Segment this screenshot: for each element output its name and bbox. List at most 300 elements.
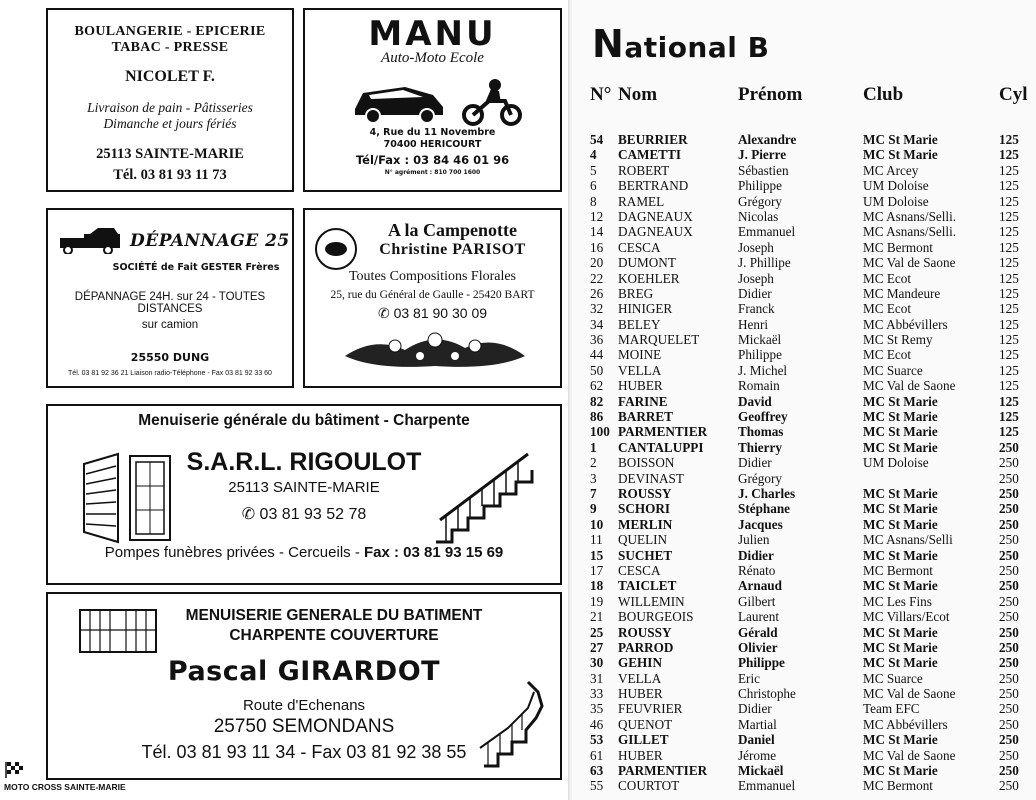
- rider-prenom: Martial: [738, 716, 777, 732]
- rider-club: MC St Marie: [863, 393, 938, 409]
- rider-prenom: Daniel: [738, 732, 775, 748]
- rider-nom: BARRET: [618, 409, 673, 425]
- rider-club: MC St Marie: [863, 624, 938, 640]
- rider-number: 62: [590, 378, 604, 394]
- rider-club: MC St Marie: [863, 732, 938, 748]
- rider-prenom: Gérald: [738, 624, 778, 640]
- rider-cyl: 250: [999, 516, 1019, 532]
- rider-prenom: Grégory: [738, 470, 782, 486]
- campenotte-phone: 03 81 90 30 09: [393, 305, 488, 321]
- rider-cyl: 125: [999, 409, 1019, 425]
- rider-prenom: Romain: [738, 378, 780, 394]
- rider-cyl: 250: [999, 686, 1019, 702]
- rider-nom: CESCA: [618, 562, 661, 578]
- rider-club: MC St Marie: [863, 578, 938, 594]
- title-rest: ational B: [624, 31, 770, 64]
- table-row: [572, 286, 1036, 301]
- table-row: [572, 748, 1036, 763]
- boulangerie-owner: NICOLET F.: [125, 68, 215, 85]
- rider-number: 6: [590, 178, 597, 194]
- rider-cyl: 250: [999, 532, 1019, 548]
- table-row: [572, 378, 1036, 393]
- rider-number: 11: [590, 532, 603, 548]
- rider-nom: ROUSSY: [618, 485, 672, 501]
- rider-nom: HINIGER: [618, 301, 673, 317]
- ad-rigoulot: [46, 404, 562, 585]
- rider-nom: BEURRIER: [618, 132, 688, 147]
- rider-club: MC Val de Saone: [863, 255, 956, 271]
- ad-depannage: [46, 208, 294, 388]
- rider-nom: PARROD: [618, 639, 674, 655]
- rider-cyl: 125: [999, 239, 1019, 255]
- rider-club: MC St Marie: [863, 516, 938, 532]
- rider-prenom: Geoffrey: [738, 409, 788, 425]
- table-row: [572, 163, 1036, 178]
- table-row: [572, 440, 1036, 455]
- rider-prenom: Philippe: [738, 178, 782, 194]
- rider-club: MC Val de Saone: [863, 378, 956, 394]
- rider-nom: COURTOT: [618, 778, 680, 794]
- rider-number: 27: [590, 639, 604, 655]
- rider-cyl: 125: [999, 270, 1019, 286]
- table-row: [572, 686, 1036, 701]
- rider-cyl: 250: [999, 578, 1019, 594]
- depannage-title: DÉPANNAGE 25: [130, 231, 290, 251]
- rider-nom: WILLEMIN: [618, 593, 685, 609]
- table-row: [572, 271, 1036, 286]
- rider-cyl: 125: [999, 362, 1019, 378]
- girardot-phone: Tél. 03 81 93 11 34 - Fax 03 81 92 38 55: [141, 742, 467, 762]
- rider-number: 36: [590, 332, 604, 348]
- rider-prenom: Sébastien: [738, 162, 789, 178]
- rider-cyl: 250: [999, 455, 1019, 471]
- rider-club: MC Val de Saone: [863, 747, 956, 763]
- campenotte-address: 25, rue du Général de Gaulle - 25420 BART: [330, 289, 535, 301]
- header-club: Club: [863, 84, 904, 105]
- rider-number: 1: [590, 439, 597, 455]
- rider-number: 34: [590, 316, 604, 332]
- table-row: [572, 640, 1036, 655]
- rider-cyl: 125: [999, 132, 1019, 147]
- rider-nom: CAMETTI: [618, 147, 682, 163]
- phone-icon: ✆: [241, 506, 260, 523]
- rider-cyl: 125: [999, 393, 1019, 409]
- rigoulot-header: Menuiserie générale du bâtiment - Charpente: [138, 412, 470, 429]
- rider-club: MC St Marie: [863, 547, 938, 563]
- rider-club: MC Abbévillers: [863, 316, 948, 332]
- rider-number: 3: [590, 470, 597, 486]
- rider-club: MC Val de Saone: [863, 686, 956, 702]
- rider-cyl: 125: [999, 178, 1019, 194]
- rider-club: MC Suarce: [863, 362, 923, 378]
- rider-number: 15: [590, 547, 604, 563]
- table-row: [572, 732, 1036, 747]
- rider-cyl: 125: [999, 378, 1019, 394]
- rider-cyl: 250: [999, 439, 1019, 455]
- rider-nom: MOINE: [618, 347, 662, 363]
- rider-nom: GILLET: [618, 732, 669, 748]
- spiral-staircase-icon: [478, 678, 548, 770]
- rider-club: MC Villars/Ecot: [863, 609, 950, 625]
- rider-prenom: Laurent: [738, 609, 780, 625]
- rider-number: 82: [590, 393, 604, 409]
- rigoulot-phone: 03 81 93 52 78: [259, 506, 367, 523]
- rider-prenom: Eric: [738, 670, 760, 686]
- rider-club: MC Ecot: [863, 347, 911, 363]
- rider-prenom: Henri: [738, 316, 769, 332]
- manu-city: 70400 HERICOURT: [383, 139, 482, 150]
- rider-prenom: Philippe: [738, 655, 785, 671]
- table-row: [572, 132, 1036, 147]
- boulangerie-italic2: Dimanche et jours fériés: [103, 116, 237, 131]
- table-row: [572, 701, 1036, 716]
- table-row: [572, 548, 1036, 563]
- rider-prenom: Alexandre: [738, 132, 797, 147]
- rider-prenom: Didier: [738, 701, 772, 717]
- table-row: [572, 409, 1036, 424]
- campenotte-owner: Christine PARISOT: [379, 241, 526, 258]
- rider-club: MC St Marie: [863, 424, 938, 440]
- footer-tag: MOTO CROSS SAINTE-MARIE: [4, 782, 126, 792]
- girardot-route: Route d'Echenans: [242, 697, 366, 714]
- rider-prenom: Didier: [738, 547, 774, 563]
- ad-campenotte: [303, 208, 562, 388]
- table-row: [572, 471, 1036, 486]
- table-row: [572, 147, 1036, 162]
- rider-nom: MERLIN: [618, 516, 673, 532]
- rider-club: MC St Marie: [863, 485, 938, 501]
- rider-prenom: Joseph: [738, 270, 774, 286]
- rider-club: MC Les Fins: [863, 593, 932, 609]
- table-row: [572, 317, 1036, 332]
- rider-prenom: Jérome: [738, 747, 777, 763]
- rider-number: 9: [590, 501, 597, 517]
- depannage-truck: sur camion: [141, 319, 199, 331]
- rider-club: MC Bermont: [863, 239, 933, 255]
- rider-nom: HUBER: [618, 378, 663, 394]
- rider-prenom: Thierry: [738, 439, 782, 455]
- rider-number: 55: [590, 778, 604, 794]
- table-row: [572, 625, 1036, 640]
- rider-prenom: David: [738, 393, 772, 409]
- rider-number: 30: [590, 655, 604, 671]
- rider-prenom: Jacques: [738, 516, 783, 532]
- rider-club: MC Ecot: [863, 270, 911, 286]
- header-num: N°: [590, 84, 612, 105]
- flower-arrangement-icon: [335, 326, 535, 372]
- rider-cyl: 250: [999, 778, 1019, 794]
- rider-club: MC Arcey: [863, 162, 919, 178]
- rider-number: 26: [590, 285, 604, 301]
- rider-number: 7: [590, 485, 597, 501]
- rider-cyl: 125: [999, 301, 1019, 317]
- header-nom: Nom: [618, 84, 658, 105]
- window-icon: [78, 450, 174, 546]
- rider-prenom: Emmanuel: [738, 224, 796, 240]
- table-row: [572, 455, 1036, 470]
- checkered-flag-icon: [4, 760, 26, 778]
- rider-cyl: 125: [999, 147, 1019, 163]
- table-row: [572, 194, 1036, 209]
- rider-club: MC St Marie: [863, 409, 938, 425]
- rider-number: 44: [590, 347, 604, 363]
- rider-club: MC Bermont: [863, 562, 933, 578]
- table-row: [572, 347, 1036, 362]
- rider-nom: SUCHET: [618, 547, 673, 563]
- rider-cyl: 250: [999, 670, 1019, 686]
- boulangerie-italic1: Livraison de pain - Pâtisseries: [87, 100, 253, 115]
- table-row: [572, 578, 1036, 593]
- rider-nom: BOURGEOIS: [618, 609, 694, 625]
- rider-cyl: 250: [999, 624, 1019, 640]
- rider-cyl: 250: [999, 470, 1019, 486]
- rider-nom: CANTALUPPI: [618, 439, 704, 455]
- table-row: [572, 301, 1036, 316]
- manu-agrement: N° agrément : 810 700 1600: [384, 169, 481, 176]
- rider-cyl: 250: [999, 701, 1019, 717]
- rider-number: 5: [590, 162, 597, 178]
- rider-nom: QUELIN: [618, 532, 668, 548]
- rider-nom: CESCA: [618, 239, 661, 255]
- rider-number: 35: [590, 701, 604, 717]
- rider-nom: DAGNEAUX: [618, 208, 693, 224]
- rider-club: MC St Marie: [863, 439, 938, 455]
- boulangerie-line1: BOULANGERIE - EPICERIE: [74, 24, 266, 39]
- rider-club: MC St Marie: [863, 132, 938, 147]
- rider-nom: PARMENTIER: [618, 763, 708, 779]
- rider-prenom: Stéphane: [738, 501, 791, 517]
- boulangerie-line2: TABAC - PRESSE: [111, 40, 229, 55]
- rigoulot-footer: [48, 544, 560, 561]
- rider-cyl: 250: [999, 763, 1019, 779]
- rider-club: MC Abbévillers: [863, 716, 948, 732]
- manu-phone: Tél/Fax : 03 84 46 01 96: [355, 153, 510, 167]
- rider-number: 53: [590, 732, 604, 748]
- riders-table: [572, 132, 1036, 794]
- rider-club: UM Doloise: [863, 178, 929, 194]
- campenotte-name: A la Campenotte: [388, 220, 517, 240]
- table-row: [572, 501, 1036, 516]
- rider-number: 16: [590, 239, 604, 255]
- table-row: [572, 563, 1036, 578]
- table-row: [572, 486, 1036, 501]
- rider-number: 14: [590, 224, 604, 240]
- rider-club: MC St Marie: [863, 147, 938, 163]
- rider-prenom: Didier: [738, 455, 772, 471]
- rider-prenom: Didier: [738, 285, 772, 301]
- rider-nom: HUBER: [618, 686, 663, 702]
- rider-nom: ROUSSY: [618, 624, 672, 640]
- girardot-line2: CHARPENTE COUVERTURE: [229, 627, 439, 644]
- rider-nom: DUMONT: [618, 255, 676, 271]
- rider-prenom: Christophe: [738, 686, 796, 702]
- rider-nom: BREG: [618, 285, 654, 301]
- rider-number: 86: [590, 409, 604, 425]
- rider-club: MC St Marie: [863, 501, 938, 517]
- rider-nom: ROBERT: [618, 162, 670, 178]
- rider-nom: PARMENTIER: [618, 424, 708, 440]
- rider-cyl: 125: [999, 424, 1019, 440]
- boulangerie-address: 25113 SAINTE-MARIE: [96, 146, 244, 162]
- table-row: [572, 178, 1036, 193]
- rider-prenom: Joseph: [738, 239, 774, 255]
- depannage-city: 25550 DUNG: [130, 351, 210, 364]
- rider-prenom: Mickaël: [738, 332, 782, 348]
- rider-prenom: Olivier: [738, 639, 778, 655]
- depannage-company: SOCIÉTÉ de Fait GESTER Frères: [112, 262, 280, 273]
- rider-number: 50: [590, 362, 604, 378]
- rider-nom: BOISSON: [618, 455, 675, 471]
- rider-club: UM Doloise: [863, 455, 929, 471]
- rider-nom: TAICLET: [618, 578, 677, 594]
- manu-subtitle: Auto-Moto Ecole: [381, 50, 484, 66]
- rider-club: MC Suarce: [863, 670, 923, 686]
- right-page: [572, 0, 1036, 800]
- rider-number: 2: [590, 455, 597, 471]
- rider-cyl: 125: [999, 208, 1019, 224]
- table-row: [572, 394, 1036, 409]
- rider-cyl: 125: [999, 162, 1019, 178]
- tow-truck-icon: [58, 228, 122, 254]
- rider-cyl: 250: [999, 562, 1019, 578]
- motorbike-icon: [464, 79, 520, 124]
- rider-cyl: 250: [999, 747, 1019, 763]
- rider-nom: BERTRAND: [618, 178, 689, 194]
- title-initial: N: [592, 22, 625, 66]
- header-prenom: Prénom: [738, 84, 803, 105]
- rider-nom: VELLA: [618, 362, 662, 378]
- rigoulot-name: S.A.R.L. RIGOULOT: [186, 448, 422, 476]
- rider-club: Team EFC: [863, 701, 920, 717]
- rider-cyl: 250: [999, 485, 1019, 501]
- table-row: [572, 717, 1036, 732]
- rider-number: 8: [590, 193, 597, 209]
- rider-club: UM Doloise: [863, 193, 929, 209]
- rider-number: 18: [590, 578, 604, 594]
- table-row: [572, 424, 1036, 439]
- rider-prenom: J. Michel: [738, 362, 788, 378]
- depannage-service: DÉPANNAGE 24H. sur 24 - TOUTES DISTANCES: [74, 291, 266, 315]
- rider-cyl: 125: [999, 224, 1019, 240]
- rider-prenom: J. Pierre: [738, 147, 787, 163]
- girardot-line1: MENUISERIE GENERALE DU BATIMENT: [185, 607, 483, 624]
- rider-nom: FARINE: [618, 393, 668, 409]
- rider-prenom: Gilbert: [738, 593, 776, 609]
- page-title: [592, 22, 769, 66]
- manu-brand: MANU: [368, 14, 497, 54]
- rider-prenom: Julien: [738, 532, 770, 548]
- table-row: [572, 255, 1036, 270]
- rider-number: 20: [590, 255, 604, 271]
- rider-prenom: Arnaud: [738, 578, 782, 594]
- rider-nom: BELEY: [618, 316, 661, 332]
- rider-number: 12: [590, 208, 604, 224]
- table-row: [572, 209, 1036, 224]
- rider-nom: FEUVRIER: [618, 701, 683, 717]
- boulangerie-phone: Tél. 03 81 93 11 73: [113, 167, 227, 183]
- girardot-city: 25750 SEMONDANS: [213, 716, 395, 737]
- rider-nom: DEVINAST: [618, 470, 684, 486]
- rider-prenom: Philippe: [738, 347, 782, 363]
- depannage-phones: Tél. 03 81 92 36 21 Liaison radio-Téléphone - Fax 03 81 92 33 60: [68, 370, 272, 377]
- rider-prenom: Emmanuel: [738, 778, 796, 794]
- rider-number: 61: [590, 747, 604, 763]
- table-row: [572, 224, 1036, 239]
- car-icon: [355, 87, 443, 123]
- staircase-icon: [432, 450, 542, 546]
- rider-cyl: 125: [999, 193, 1019, 209]
- rider-prenom: Nicolas: [738, 208, 779, 224]
- rider-cyl: 125: [999, 316, 1019, 332]
- rider-cyl: 250: [999, 593, 1019, 609]
- table-row: [572, 778, 1036, 793]
- table-row: [572, 763, 1036, 778]
- ad-girardot: [46, 592, 562, 780]
- table-row: [572, 594, 1036, 609]
- rider-club: MC Asnans/Selli.: [863, 224, 957, 240]
- table-row: [572, 671, 1036, 686]
- rider-nom: SCHORI: [618, 501, 671, 517]
- table-row: [572, 363, 1036, 378]
- header-cyl: Cyl: [999, 84, 1028, 105]
- campenotte-desc: Toutes Compositions Florales: [348, 269, 517, 284]
- manu-vehicles-image: [305, 71, 560, 127]
- table-row: [572, 332, 1036, 347]
- rider-number: 17: [590, 562, 604, 578]
- rider-number: 10: [590, 516, 604, 532]
- rider-nom: GEHIN: [618, 655, 662, 671]
- rider-cyl: 125: [999, 255, 1019, 271]
- rider-cyl: 250: [999, 732, 1019, 748]
- rider-nom: HUBER: [618, 747, 663, 763]
- rider-club: MC St Marie: [863, 763, 938, 779]
- rigoulot-footer-a: Pompes funèbres privées - Cercueils -: [104, 544, 364, 561]
- rider-number: 19: [590, 593, 604, 609]
- rider-club: MC St Remy: [863, 332, 933, 348]
- rider-number: 54: [590, 132, 604, 147]
- ad-boulangerie: [46, 8, 294, 192]
- rider-club: MC St Marie: [863, 639, 938, 655]
- rider-number: 100: [590, 424, 610, 440]
- rider-number: 21: [590, 609, 604, 625]
- rider-nom: VELLA: [618, 670, 662, 686]
- table-row: [572, 517, 1036, 532]
- rider-club: MC Asnans/Selli.: [863, 208, 957, 224]
- rider-nom: RAMEL: [618, 193, 665, 209]
- table-row: [572, 609, 1036, 624]
- rider-nom: KOEHLER: [618, 270, 680, 286]
- rider-prenom: Rénato: [738, 562, 776, 578]
- table-row: [572, 655, 1036, 670]
- table-row: [572, 532, 1036, 547]
- rider-club: MC Bermont: [863, 778, 933, 794]
- rider-cyl: 125: [999, 347, 1019, 363]
- rider-number: 63: [590, 763, 604, 779]
- rider-number: 46: [590, 716, 604, 732]
- rider-prenom: J. Charles: [738, 485, 796, 501]
- ad-manu: [303, 8, 562, 192]
- rider-prenom: Grégory: [738, 193, 782, 209]
- rigoulot-fax: Fax : 03 81 93 15 69: [364, 544, 504, 561]
- rider-nom: DAGNEAUX: [618, 224, 693, 240]
- rider-cyl: 250: [999, 655, 1019, 671]
- rider-number: 25: [590, 624, 604, 640]
- rider-cyl: 250: [999, 547, 1019, 563]
- rider-club: MC Ecot: [863, 301, 911, 317]
- rider-number: 4: [590, 147, 597, 163]
- rigoulot-address: 25113 SAINTE-MARIE: [228, 479, 380, 496]
- table-row: [572, 240, 1036, 255]
